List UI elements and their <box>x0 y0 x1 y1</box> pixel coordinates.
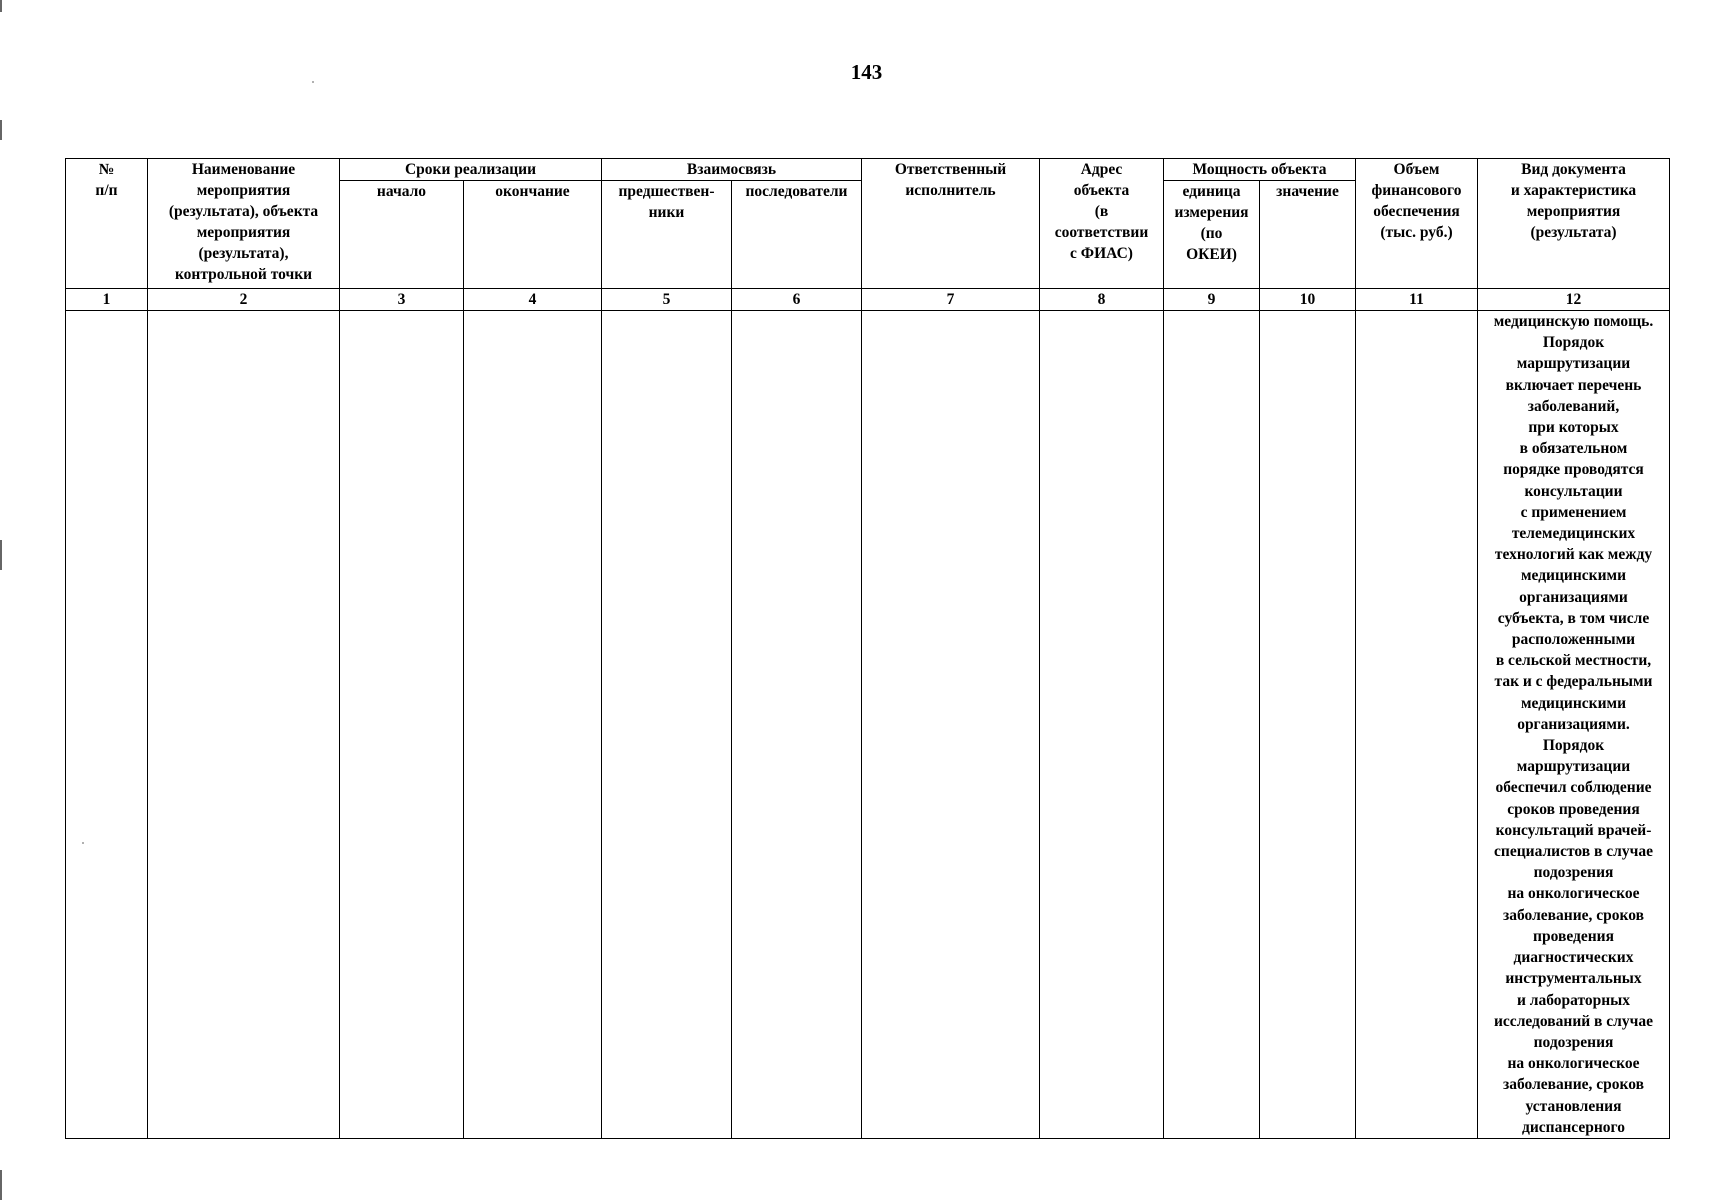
scan-edge-mark <box>0 0 2 12</box>
column-number: 10 <box>1260 289 1356 311</box>
cell-unit <box>1164 311 1260 1139</box>
cell-doc-description <box>1478 311 1670 1139</box>
header-predecessors: предшествен- ники <box>602 181 732 289</box>
column-number: 2 <box>148 289 340 311</box>
table-row <box>66 311 1670 1139</box>
scan-edge-mark <box>0 540 2 570</box>
plan-table <box>65 158 1670 1139</box>
header-start: начало <box>340 181 464 289</box>
cell-address <box>1040 311 1164 1139</box>
cell-successors <box>732 311 862 1139</box>
column-number: 6 <box>732 289 862 311</box>
header-unit: единица измерения (по ОКЕИ) <box>1164 181 1260 289</box>
header-number: № п/п <box>66 159 148 289</box>
cell-number <box>66 311 148 1139</box>
header-timing-group: Сроки реализации <box>340 159 602 181</box>
cell-start <box>340 311 464 1139</box>
cell-funding <box>1356 311 1478 1139</box>
column-number: 9 <box>1164 289 1260 311</box>
cell-activity-name <box>148 311 340 1139</box>
scan-edge-mark <box>0 120 2 140</box>
header-capacity-group: Мощность объекта <box>1164 159 1356 181</box>
header-end: окончание <box>464 181 602 289</box>
header-value: значение <box>1260 181 1356 289</box>
scan-speck <box>312 81 314 83</box>
header-address: Адрес объекта (в соответствии с ФИАС) <box>1040 159 1164 289</box>
header-activity-name: Наименование мероприятия (результата), объекта мероприятия (результата), контрольной точки <box>148 159 340 289</box>
column-number: 5 <box>602 289 732 311</box>
column-number: 4 <box>464 289 602 311</box>
header-responsible: Ответственный исполнитель <box>862 159 1040 289</box>
column-number: 8 <box>1040 289 1164 311</box>
header-doc-type: Вид документа и характеристика мероприятия (результата) <box>1478 159 1670 289</box>
header-funding: Объем финансового обеспечения (тыс. руб.) <box>1356 159 1478 289</box>
cell-responsible <box>862 311 1040 1139</box>
doc-description-text: медицинскую помощь. Порядок маршрутизации включает перечень заболеваний, при которых в обязательном порядке проводятся консультации с применением телемедицинских технологий как между медицинскими организациями субъекта, в том числе расположенными в сельской местности, так и с федеральными медицинскими организациями. Порядок маршрутизации обеспечил соблюдение сроков проведения консультаций врачей- специалистов в случае подозрения на онкологическое заболевание, сроков проведения диагностических инструментальных и лабораторных исследований в случае подозрения на онкологическое заболевание, сроков установления диспансерного <box>1493 313 1654 1136</box>
column-number: 12 <box>1478 289 1670 311</box>
column-number: 7 <box>862 289 1040 311</box>
column-number: 11 <box>1356 289 1478 311</box>
column-number: 1 <box>66 289 148 311</box>
cell-value <box>1260 311 1356 1139</box>
page-number: 143 <box>850 60 883 84</box>
column-number: 3 <box>340 289 464 311</box>
scan-edge-mark <box>0 1170 2 1200</box>
header-successors: последователи <box>732 181 862 289</box>
header-link-group: Взаимосвязь <box>602 159 862 181</box>
cell-end <box>464 311 602 1139</box>
cell-predecessors <box>602 311 732 1139</box>
